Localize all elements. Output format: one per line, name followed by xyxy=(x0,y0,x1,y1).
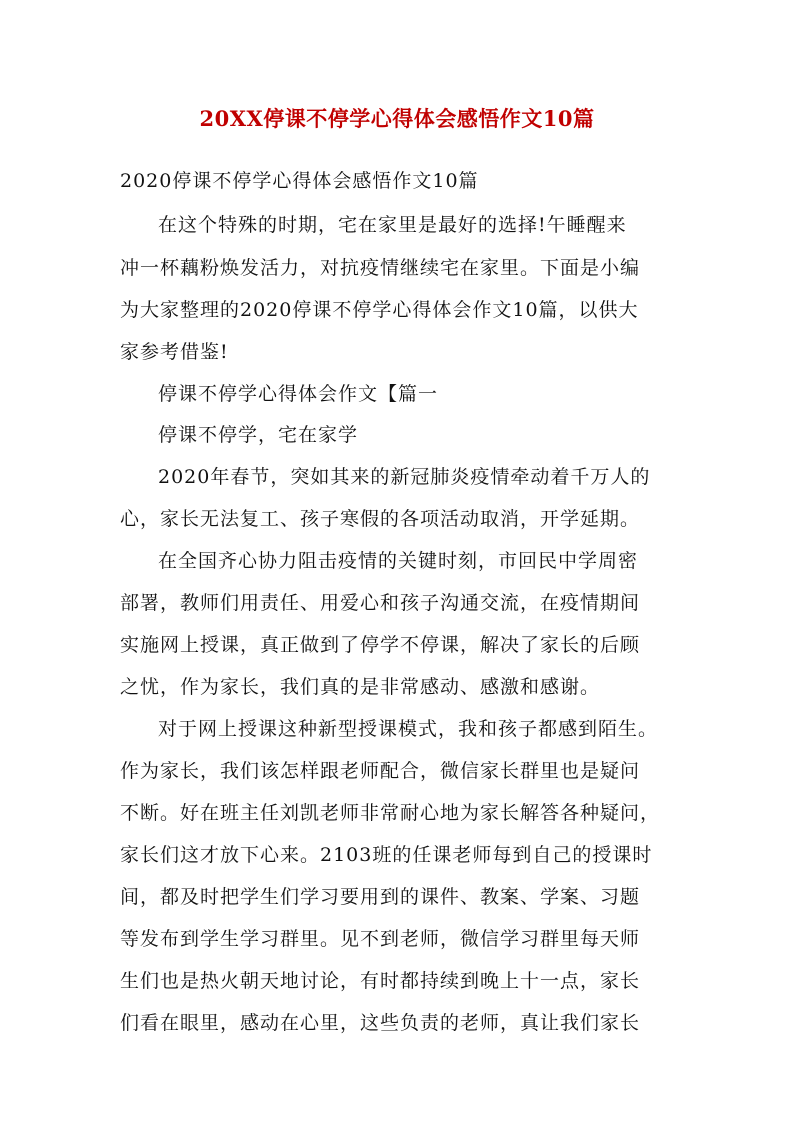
section-subheading: 停课不停学，宅在家学 xyxy=(158,424,359,446)
paragraph-line: 家长们这才放下心来。2103班的任课老师每到自己的授课时 xyxy=(120,844,653,866)
paragraph-line: 在这个特殊的时期，宅在家里是最好的选择!午睡醒来 xyxy=(158,214,627,236)
paragraph-line: 作为家长，我们该怎样跟老师配合，微信家长群里也是疑问 xyxy=(120,760,641,782)
paragraph-line: 们看在眼里，感动在心里，这些负责的老师，真让我们家长 xyxy=(120,1012,641,1034)
paragraph-line: 部署，教师们用责任、用爱心和孩子沟通交流，在疫情期间 xyxy=(120,592,641,614)
paragraph-line: 间，都及时把学生们学习要用到的课件、教案、学案、习题 xyxy=(120,886,641,908)
paragraph-line: 心，家长无法复工、孩子寒假的各项活动取消，开学延期。 xyxy=(120,508,641,530)
paragraph-line: 等发布到学生学习群里。见不到老师，微信学习群里每天师 xyxy=(120,928,641,950)
paragraph-line: 之忧，作为家长，我们真的是非常感动、感激和感谢。 xyxy=(120,676,601,698)
paragraph-line: 冲一杯藕粉焕发活力，对抗疫情继续宅在家里。下面是小编 xyxy=(120,257,641,279)
paragraph-line: 对于网上授课这种新型授课模式，我和孩子都感到陌生。 xyxy=(158,718,659,740)
document-title: 20XX停课不停学心得体会感悟作文10篇 xyxy=(199,106,595,131)
section-heading: 停课不停学心得体会作文【篇一 xyxy=(158,383,439,405)
paragraph-line: 为大家整理的2020停课不停学心得体会作文10篇，以供大 xyxy=(120,299,639,321)
paragraph-line: 家参考借鉴! xyxy=(120,341,229,363)
document-subtitle: 2020停课不停学心得体会感悟作文10篇 xyxy=(120,170,479,192)
paragraph-line: 在全国齐心协力阻击疫情的关键时刻，市回民中学周密 xyxy=(158,550,639,572)
paragraph-line: 不断。好在班主任刘凯老师非常耐心地为家长解答各种疑问， xyxy=(120,802,661,824)
paragraph-line: 实施网上授课，真正做到了停学不停课，解决了家长的后顾 xyxy=(120,634,641,656)
paragraph-line: 2020年春节，突如其来的新冠肺炎疫情牵动着千万人的 xyxy=(158,466,651,488)
paragraph-line: 生们也是热火朝天地讨论，有时都持续到晚上十一点，家长 xyxy=(120,970,641,992)
